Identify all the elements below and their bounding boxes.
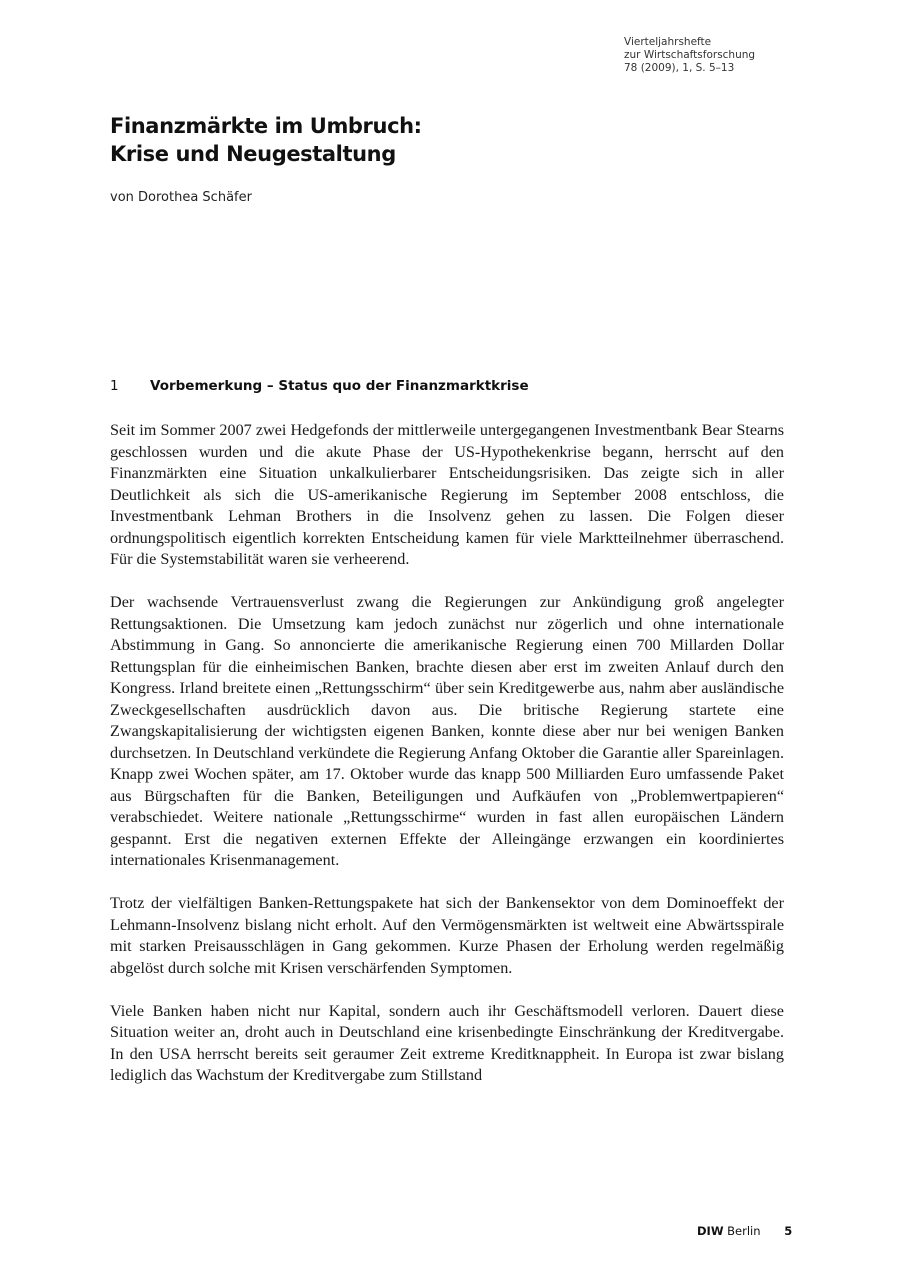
page-footer — [697, 1224, 792, 1238]
title-line-2: Krise und Neugestaltung — [110, 142, 396, 166]
page-number: 5 — [784, 1224, 793, 1238]
journal-volume: 78 (2009), 1, S. 5–13 — [624, 62, 735, 74]
article-title — [110, 112, 422, 168]
section-number: 1 — [110, 378, 119, 394]
paragraph: Viele Banken haben nicht nur Kapital, sondern auch ihr Geschäftsmodell verloren. Dauert diese Situation weiter an, droht auch in Deutschland eine krisenbedingte Einschränkung der Kreditvergabe. In den USA herrscht bereits seit geraumer Zeit extreme Kreditknappheit. In Europa ist zwar bislang lediglich das Wachstum der Kreditvergabe zum Stillstand — [110, 1001, 784, 1084]
paragraph: Trotz der vielfältigen Banken-Rettungspakete hat sich der Bankensektor von dem Dominoeffekt der Lehmann-Insolvenz bislang nicht erholt. Auf den Vermögensmärkten ist weltweit eine Abwärtsspirale mit starken Preisausschlägen in Gang gekommen. Kurze Phasen der Erholung werden regelmäßig abgelöst durch solche mit Krisen verschärfenden Symptomen. — [110, 894, 784, 977]
publisher-city: Berlin — [727, 1224, 761, 1238]
author-byline: von Dorothea Schäfer — [110, 190, 252, 205]
publisher-logo: DIW — [697, 1224, 724, 1238]
journal-subtitle: zur Wirtschaftsforschung — [624, 49, 756, 61]
journal-citation — [624, 36, 755, 75]
section-heading — [110, 378, 529, 394]
section-title: Vorbemerkung – Status quo der Finanzmarktkrise — [150, 378, 529, 394]
paragraph: Der wachsende Vertrauensverlust zwang die Regierungen zur Ankündigung groß angelegter Rettungsaktionen. Die Umsetzung kam jedoch zunächst nur zögerlich und ohne internationale Abstimmung in Gang. So annoncierte die amerikanische Regierung einen 700 Millarden Dollar Rettungsplan für die einheimischen Banken, brachte diesen aber erst im zweiten Anlauf durch den Kongress. Irland breitete einen „Rettungsschirm“ über sein Kreditgewerbe aus, nahm aber ausländische Zweckgesellschaften ausdrücklich davon aus. Die britische Regierung startete eine Zwangskapitalisierung der wichtigsten eigenen Banken, konnte diese aber nur bei wenigen Banken durchsetzen. In Deutschland verkündete die Regierung Anfang Oktober die Garantie aller Spareinlagen. Knapp zwei Wochen später, am 17. Oktober wurde das knapp 500 Milliarden Euro umfassende Paket aus Bürgschaften für die Banken, Beteiligungen und Aufkäufen von „Problemwertpapieren“ verabschiedet. Weitere nationale „Rettungsschirme“ wurden in fast allen europäischen Ländern gespannt. Erst die negativen externen Effekte der Alleingänge erzwangen ein koordiniertes internationales Krisenmanagement. — [110, 593, 784, 869]
journal-name: Vierteljahrshefte — [624, 36, 712, 48]
paragraph: Seit im Sommer 2007 zwei Hedgefonds der mittlerweile untergegangenen Investmentbank Bear Stearns geschlossen wurden und die akute Phase der US-Hypothekenkrise begann, herrscht auf den Finanzmärkten eine Situation unkalkulierbarer Entscheidungsrisiken. Das zeigte sich in aller Deutlichkeit als sich die US-amerikanische Regierung im September 2008 entschloss, die Investmentbank Lehman Brothers in die Insolvenz gehen zu lassen. Die Folgen dieser ordnungspolitisch eigentlich korrekten Entscheidung kamen für viele Marktteilnehmer überraschend. Für die Systemstabilität waren sie verheerend. — [110, 421, 784, 568]
title-line-1: Finanzmärkte im Umbruch: — [110, 114, 422, 138]
article-body — [110, 420, 784, 1108]
